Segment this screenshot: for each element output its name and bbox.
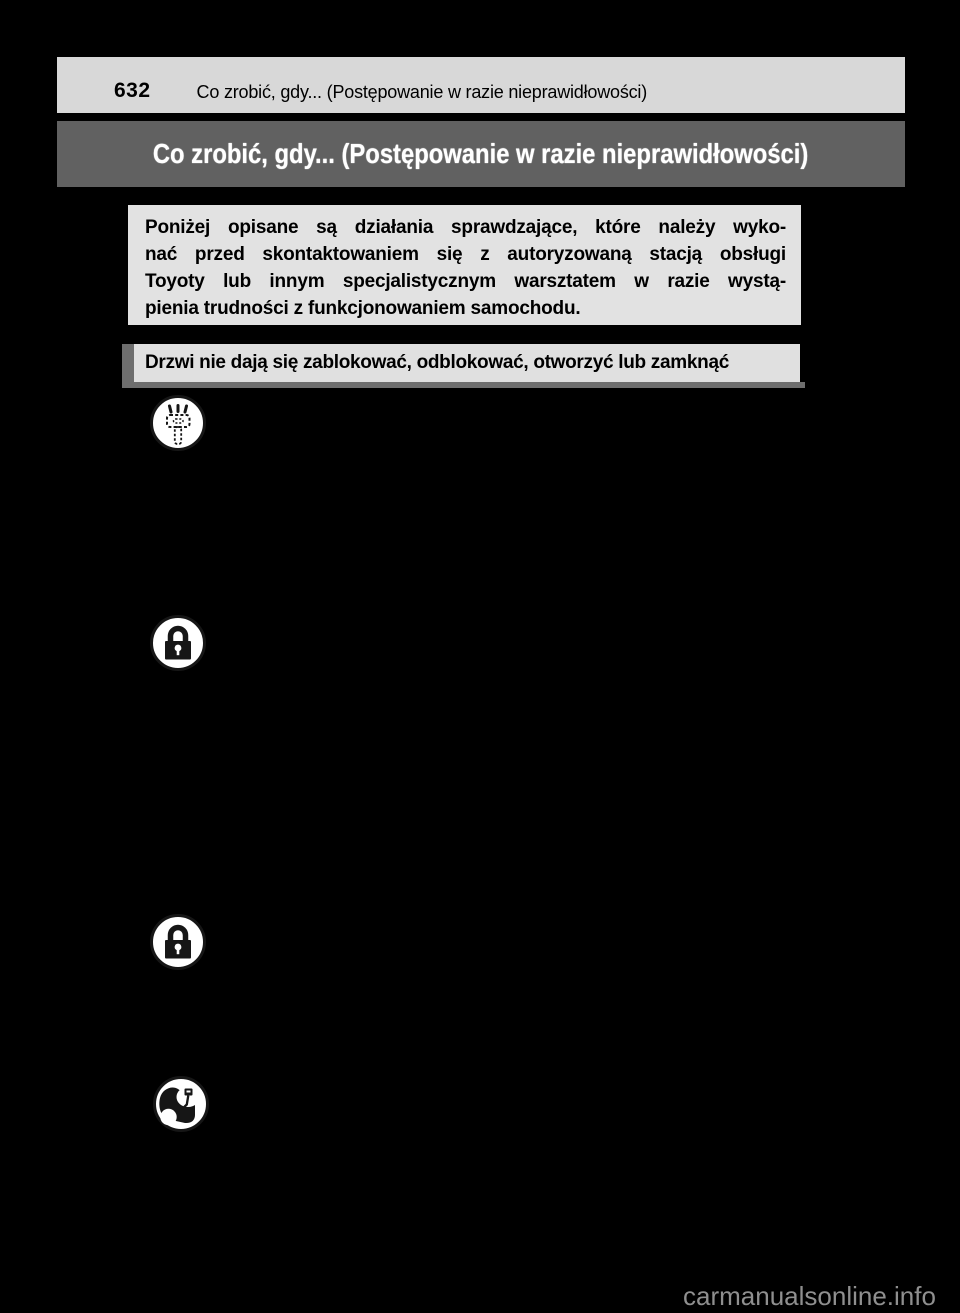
section-accent-bar	[122, 344, 134, 388]
smart-key-signal-icon	[148, 393, 208, 453]
padlock-icon	[148, 613, 208, 673]
intro-line: Poniżej opisane są działania sprawdzające, które należy wyko-	[145, 217, 786, 238]
page-header-bar	[57, 57, 905, 113]
car-with-key-icon	[151, 1074, 211, 1134]
watermark: carmanualsonline.info	[683, 1281, 936, 1311]
section-header	[122, 344, 806, 388]
padlock-icon	[148, 912, 208, 972]
intro-box	[128, 205, 801, 325]
running-title: Co zrobić, gdy... (Postępowanie w razie nieprawidłowości)	[196, 82, 648, 102]
section-title: Drzwi nie dają się zablokować, odblokować, otworzyć lub zamknąć	[145, 352, 729, 373]
chapter-title: Co zrobić, gdy... (Postępowanie w razie nieprawidłowości)	[153, 138, 809, 169]
page-number: 632	[114, 79, 151, 102]
intro-line: Toyoty lub innym specjalistycznym warsztatem w razie wystą-	[145, 271, 786, 292]
intro-line: nać przed skontaktowaniem się z autoryzowaną stacją obsługi	[145, 244, 786, 265]
section-shadow	[134, 382, 805, 388]
intro-line: pienia trudności z funkcjonowaniem samochodu.	[145, 298, 581, 319]
chapter-banner	[57, 121, 905, 187]
section-title-bar	[134, 344, 800, 382]
